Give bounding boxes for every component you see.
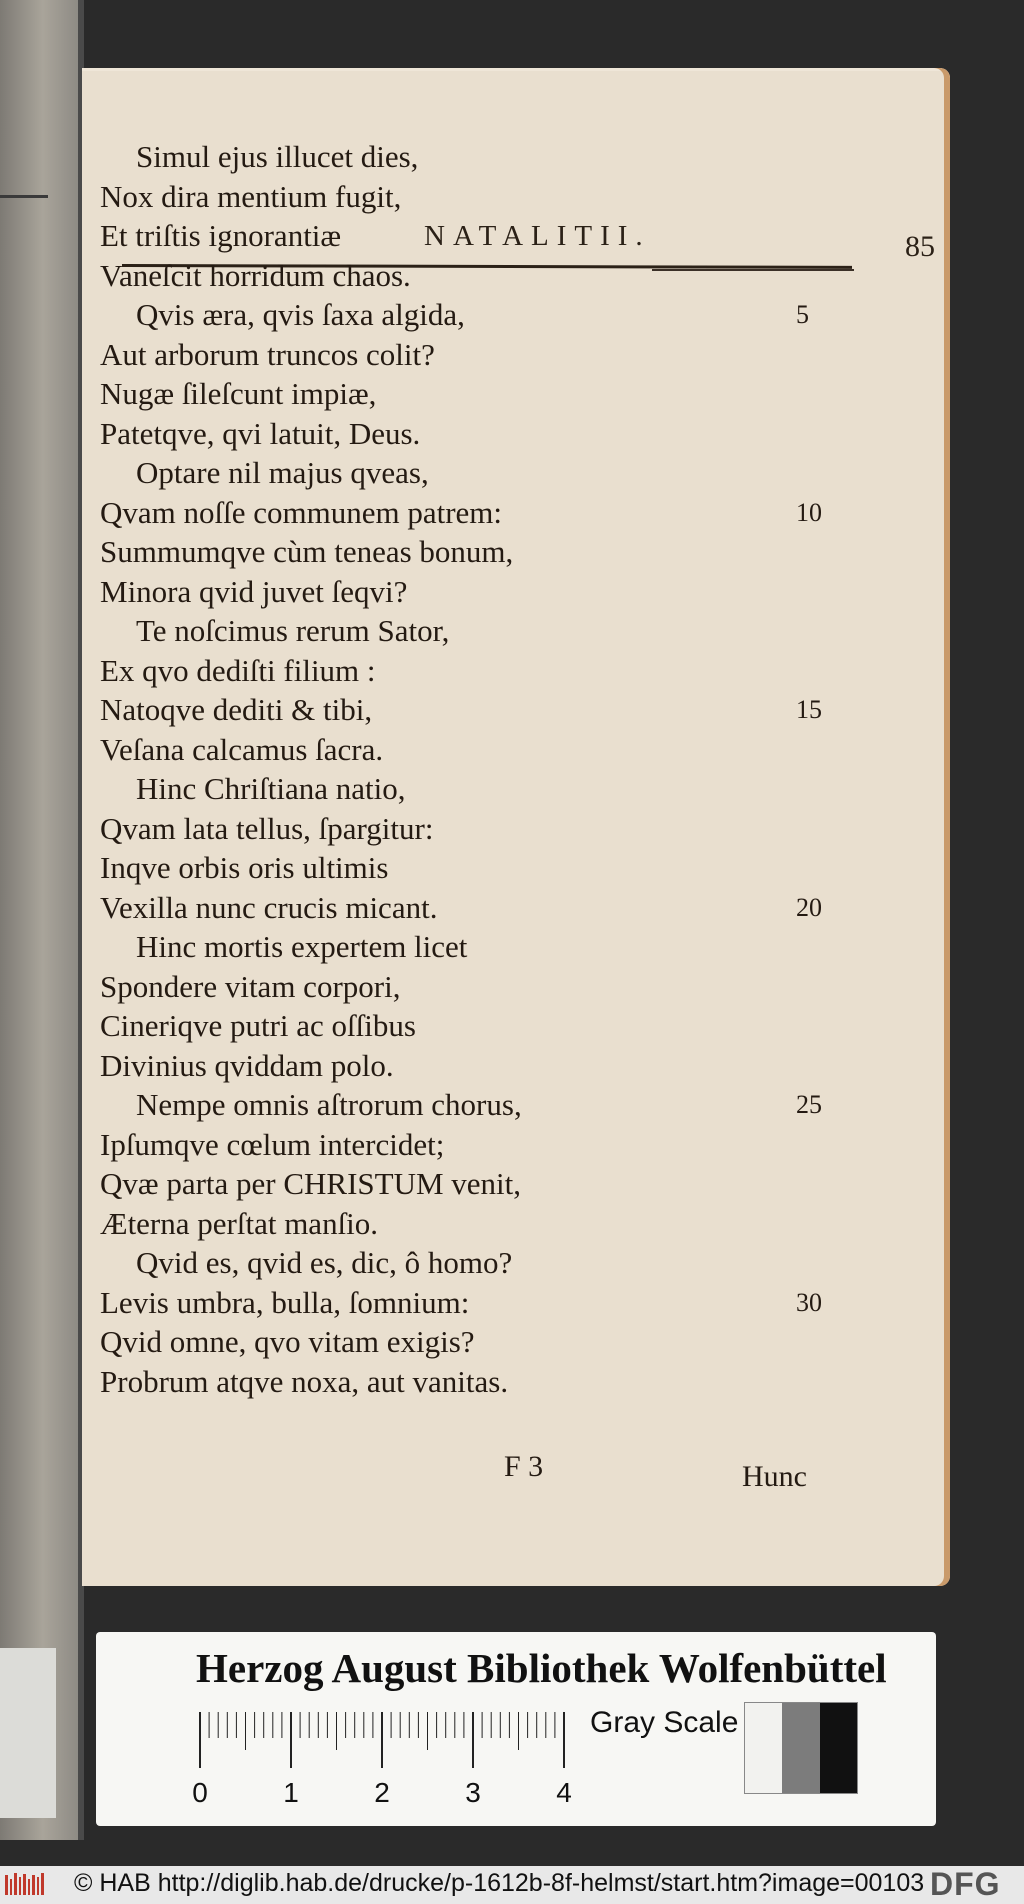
- gray-swatch: [782, 1703, 819, 1793]
- poem-line: [100, 295, 820, 335]
- line-number: 25: [796, 1090, 822, 1119]
- poem-line-text: Et triſtis ignorantiæ: [100, 218, 342, 253]
- poem-line-text: Nempe omnis aſtrorum chorus,: [136, 1087, 522, 1122]
- poem-line-text: Te noſcimus rerum Sator,: [136, 613, 450, 648]
- scale-card: [96, 1632, 936, 1826]
- poem-line: [100, 177, 820, 217]
- poem-line: [100, 453, 820, 493]
- gray-scale-swatches: [744, 1702, 858, 1794]
- poem-line: [100, 532, 820, 572]
- gray-scale-label: Gray Scale: [590, 1706, 739, 1739]
- line-number: 30: [796, 1287, 822, 1317]
- dfg-logo: DFG: [930, 1866, 1001, 1902]
- gray-swatch: [745, 1703, 782, 1793]
- ruler: [192, 1708, 572, 1808]
- poem-line-text: Cineriqve putri ac oſſibus: [100, 1008, 416, 1043]
- poem-line: [100, 572, 820, 612]
- line-number: 15: [796, 695, 822, 724]
- poem-line: [100, 848, 820, 888]
- poem-line: [100, 611, 820, 651]
- poem-line: [100, 1164, 820, 1204]
- poem-line: [100, 1046, 820, 1086]
- poem-line: [100, 1283, 820, 1323]
- poem-line-text: Simul ejus illucet dies,: [136, 139, 419, 174]
- poem-line: [100, 690, 820, 730]
- poem-line-text: Inqve orbis oris ultimis: [100, 850, 389, 885]
- poem-line: [100, 374, 820, 414]
- poem-line-text: Qvis æra, qvis ſaxa algida,: [136, 297, 465, 332]
- poem-line-text: Qvid es, qvid es, dic, ô homo?: [136, 1245, 513, 1280]
- poem-line-text: Spondere vitam corpori,: [100, 968, 401, 1004]
- poem-line: [100, 414, 820, 454]
- poem-line: [100, 809, 820, 849]
- poem-line-text: Ex qvo dediſti filium :: [100, 652, 376, 688]
- poem-line: [100, 769, 820, 809]
- catchword: Hunc: [742, 1460, 807, 1493]
- poem-line-text: Levis umbra, bulla, ſomnium:: [100, 1284, 470, 1320]
- poem-line: [100, 1125, 820, 1165]
- poem-line: [100, 137, 820, 177]
- poem-line-text: Divinius qviddam polo.: [100, 1047, 394, 1083]
- poem-line-text: Ipſumqve cœlum intercidet;: [100, 1126, 445, 1162]
- signature-mark: F 3: [504, 1450, 544, 1483]
- poem-line: [100, 730, 820, 770]
- ruler-label: 2: [374, 1777, 390, 1808]
- poem-line-text: Qvid omne, qvo vitam exigis?: [100, 1324, 475, 1359]
- poem-line: [100, 651, 820, 691]
- poem-line: [100, 256, 820, 296]
- hab-logo-icon: [4, 1871, 48, 1899]
- page-number: 85: [905, 230, 935, 263]
- ruler-label: 1: [283, 1777, 299, 1808]
- poem-line: [100, 1006, 820, 1046]
- poem-line: [100, 1204, 820, 1244]
- poem-line: [100, 1243, 820, 1283]
- poem-line: [100, 1085, 820, 1125]
- poem-line-text: Nox dira mentium fugit,: [100, 178, 402, 214]
- poem-line: [100, 493, 820, 533]
- poem-line-text: Qvam noſſe communem patrem:: [100, 494, 503, 530]
- poem-line-text: Hinc mortis expertem licet: [136, 929, 468, 964]
- adjacent-page-strip: [0, 0, 78, 1840]
- ruler-label: 0: [192, 1777, 208, 1808]
- poem-line-text: Minora qvid juvet ſeqvi?: [100, 573, 408, 609]
- poem-line: [100, 1362, 820, 1402]
- footer-url: © HAB http://diglib.hab.de/drucke/p-1612b-8f-helmst/start.htm?image=00103: [74, 1869, 925, 1897]
- running-head: NATALITII.: [424, 220, 651, 252]
- footer-bar: [0, 1866, 1024, 1904]
- poem-line-text: Summumqve cùm teneas bonum,: [100, 534, 514, 569]
- poem-line-text: Patetqve, qvi latuit, Deus.: [100, 415, 421, 451]
- poem-line-text: Qvam lata tellus, ſpargitur:: [100, 810, 434, 846]
- poem-line-text: Æterna perſtat manſio.: [100, 1205, 379, 1241]
- poem-line-text: Optare nil majus qveas,: [136, 455, 429, 490]
- adjacent-card-edge: [0, 1648, 56, 1818]
- poem-line: [100, 216, 820, 256]
- ruler-label: 3: [465, 1777, 481, 1808]
- poem-line-text: Natoqve dediti & tibi,: [100, 692, 373, 727]
- poem-line-text: Hinc Chriſtiana natio,: [136, 771, 406, 806]
- poem-line: [100, 927, 820, 967]
- poem-line-text: Qvæ parta per CHRISTUM venit,: [100, 1166, 522, 1201]
- poem-text: [100, 137, 820, 1401]
- poem-line: [100, 888, 820, 928]
- poem-line: [100, 335, 820, 375]
- poem-line-text: Probrum atqve noxa, aut vanitas.: [100, 1363, 509, 1399]
- poem-line: [100, 1322, 820, 1362]
- poem-line: [100, 967, 820, 1007]
- poem-line-text: Vaneſcit horridum chaos.: [100, 257, 411, 293]
- library-name: Herzog August Bibliothek Wolfenbüttel: [196, 1645, 887, 1691]
- poem-line-text: Vexilla nunc crucis micant.: [100, 889, 438, 925]
- line-number: 5: [796, 300, 809, 329]
- gray-swatch: [820, 1703, 857, 1793]
- poem-line-text: Veſana calcamus ſacra.: [100, 731, 384, 767]
- line-number: 10: [796, 497, 822, 527]
- poem-line-text: Nugæ ſileſcunt impiæ,: [100, 376, 377, 411]
- poem-line-text: Aut arborum truncos colit?: [100, 336, 435, 372]
- ruler-label: 4: [556, 1777, 572, 1808]
- line-number: 20: [796, 892, 822, 922]
